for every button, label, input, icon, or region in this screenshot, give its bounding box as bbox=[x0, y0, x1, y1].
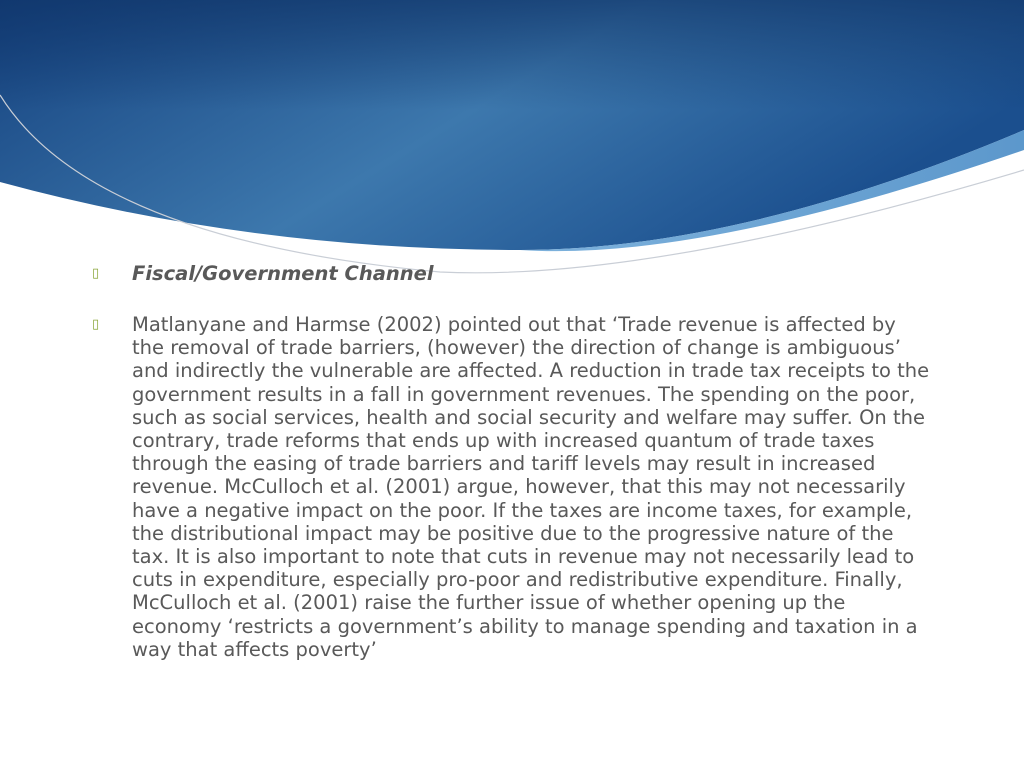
bullet-body bbox=[92, 313, 932, 661]
bullet-heading bbox=[92, 262, 932, 285]
bullet-icon: ▯ bbox=[92, 317, 100, 332]
header-banner bbox=[0, 0, 1024, 290]
bullet-icon: ▯ bbox=[92, 266, 100, 281]
banner-top-shade bbox=[0, 0, 1024, 110]
heading-text: Fiscal/Government Channel bbox=[132, 262, 434, 285]
body-text: Matlanyane and Harmse (2002) pointed out that ‘Trade revenue is affected by the removal of trade barriers, (however) the direction of change is ambiguous’ and indirectly the vulnerable are affected. A reduction in trade tax receipts to the government results in a fall in government revenues. The spending on the poor, such as social services, health and social security and welfare may suffer. On the contrary, trade reforms that ends up with increased quantum of trade taxes through the easing of trade barriers and tariff levels may result in increased revenue. McCulloch et al. (2001) argue, however, that this may not necessarily have a negative impact on the poor. If the taxes are income taxes, for example, the distributional impact may be positive due to the progressive nature of the tax. It is also important to note that cuts in revenue may not necessarily lead to cuts in expenditure, especially pro-poor and redistributive expenditure. Finally, McCulloch et al. (2001) raise the further issue of whether opening up the economy ‘restricts a government’s ability to manage spending and taxation in a way that affects poverty’ bbox=[132, 313, 930, 661]
